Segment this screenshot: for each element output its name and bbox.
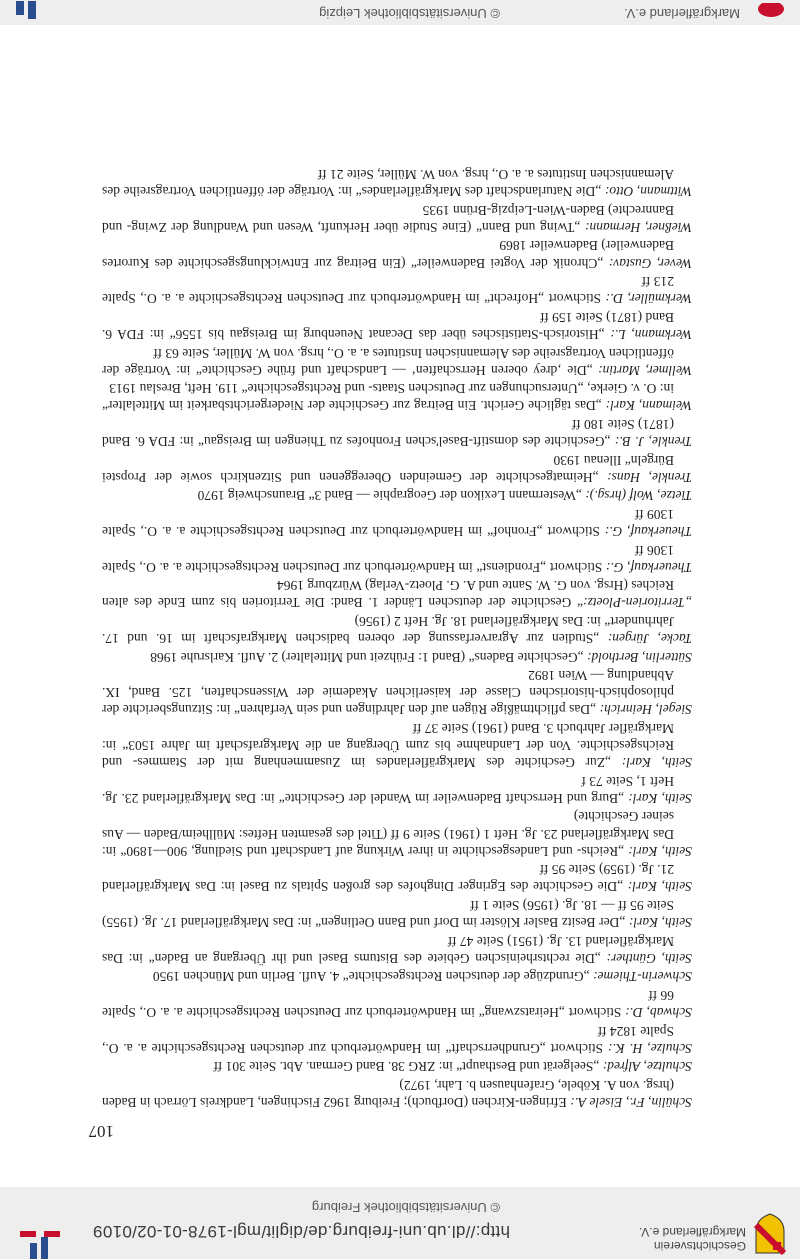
bibliography-entry <box>102 380 692 414</box>
entry-text: Efringen-Kirchen (Dorfbuch); Freiburg 1962 Fischingen, Landkreis Lörrach in Baden (hrsg. von A. Köbele, Grafenhausen b. Lahr, 1972) <box>102 1077 674 1110</box>
viewer-header <box>0 1187 800 1259</box>
entry-author: Weimann, Karl: <box>605 398 692 414</box>
entry-text: „Chronik der Vogtei Badenweiler“ (Ein Beitrag zur Entwicklungsgeschichte des Kurortes Badenweiler) Badenweiler 1869 <box>102 238 674 271</box>
entry-author: Seith, Karl: <box>628 790 692 806</box>
entry-text: „Die rechtsrheinischen Gebiete des Bistums Basel und ihr Übergang an Baden“ in: Das Markgräflerland 13. Jg. (1951) Seite 47 ff <box>102 933 674 966</box>
entry-author: Seith, Karl: <box>628 843 692 859</box>
coat-of-arms-icon <box>756 3 786 23</box>
bibliography-list <box>102 166 692 1111</box>
entry-author: Theuerkauf, G.: <box>605 559 692 575</box>
bibliography-entry <box>102 1058 692 1075</box>
bibliography-entry <box>102 667 692 718</box>
entry-author: Werkmann, L.: <box>610 326 692 342</box>
entry-author: Schwerin-Thieme: <box>593 969 692 985</box>
library-logo-icon <box>10 1 40 23</box>
entry-text: Stichwort „Heiratszwang“ im Handwörterbuch zur Deutschen Rechtsgeschichte a. a. O., Spalte 66 ff <box>101 987 674 1021</box>
bibliography-entry <box>102 487 692 504</box>
entry-text: Stichwort „Frondienst“ im Handwörterbuch zur Deutschen Rechtsgeschichte a. a. O., Spalte 1306 ff <box>101 542 674 575</box>
entry-author: Sütterlin, Berthold: <box>587 649 692 665</box>
bibliography-entry <box>102 416 692 450</box>
bibliography-entry <box>102 309 692 343</box>
bibliography-entry <box>102 933 692 967</box>
entry-author: Schultze, Alfred: <box>602 1059 692 1075</box>
entry-text: „Das pflichtmäßige Rügen auf den Jahrdingen und sein Verfahren“ in: Sitzungsberichte der philosophisch-historischen Classe der kaiserlichen Akademie der Wissenschaften, 125. Band, IX. Abhandlung — Wien 1892 <box>102 668 674 718</box>
bibliography-entry <box>102 773 692 807</box>
coat-of-arms-icon <box>754 1213 786 1255</box>
entry-author: Wever, Gustav: <box>608 255 692 271</box>
entry-author: Seith, Karl: <box>621 755 692 771</box>
entry-text: „Das tägliche Gericht. Ein Beitrag zur Geschichte der Niedergerichtsbarkeit im Mittelalter“ in: O. v. Gierke, „Untersuchungen zur Deutschen Staats- und Rechtsgeschichte“ 119. Heft, Breslau 1913 <box>102 381 674 414</box>
entry-text: „Twing und Bann“ (Eine Studie über Herkunft, Wesen und Wandlung der Zwing- und Bannrechte) Baden-Wien-Leipzig-Brünn 1935 <box>102 202 674 235</box>
entry-author: Wellmer, Martin: <box>598 362 692 378</box>
entry-text: „Die ‚drey oberen Herrschaften‘ — Landschaft und frühe Geschichte“ in: Vorträge der öffentlichen Vortragsreihe des Alemannischen Institutes a. a. O., hrsg. von W. Müller, Seite 63 ff <box>102 345 674 378</box>
entry-text: „Geschichte Badens“ (Band 1: Frühzeit und Mittelalter) 2. Aufl. Karlsruhe 1968 <box>150 649 587 665</box>
bibliography-entry <box>102 273 692 307</box>
next-page-strip <box>0 0 800 25</box>
entry-text: “ Geschichte der deutschen Länder 1. Band: Die Territorien bis zum Ende des alten Reiches (Hrsg. von G. W. Sante und A. G. Ploetz-Verlag) Würzburg 1964 <box>102 578 674 611</box>
bibliography-entry <box>102 987 692 1021</box>
entry-text: Stichwort „Fronhof“ im Handwörterbuch zur Deutschen Rechtsgeschichte a. a. O., Spalte 1309 ff <box>101 506 674 539</box>
bibliography-entry <box>102 1023 692 1057</box>
bibliography-entry <box>102 720 692 771</box>
entry-author: Werkmüller, D.: <box>605 291 692 307</box>
strip-copyright: © Universitätsbibliothek Leipzig <box>319 6 500 21</box>
bibliography-entry <box>102 166 692 200</box>
bibliography-entry <box>102 897 692 931</box>
entry-text: Stichwort „Grundherrschaft“ im Handwörterbuch zur deutschen Rechtsgeschichte a. a. O., Spalte 1824 ff <box>102 1023 674 1056</box>
entry-author: Wießner, Hermann: <box>585 219 692 235</box>
entry-author: Schwab, D.: <box>625 1005 692 1021</box>
bibliography-entry <box>102 1077 692 1111</box>
bibliography-entry <box>102 542 692 576</box>
entry-text: „Zur Geschichte des Markgräflerlandes im Zusammenhang mit der Stammes- und Reichsgeschichte. Von der Landnahme bis zum Übergang an die Markgrafschaft im Jahre 1503“ in: Markgräfler Jahrbuch 3. Band (1961) Seite 37 ff <box>101 721 674 771</box>
bibliography-entry <box>102 202 692 236</box>
entry-text: „Westermann Lexikon der Geographie — Band 3“ Braunschweig 1970 <box>197 488 586 504</box>
entry-author: „Territorien-Ploetz: <box>582 595 692 611</box>
entry-author: Schulze, H. K.: <box>607 1040 692 1056</box>
bibliography-entry <box>102 861 692 895</box>
entry-text: „Burg und Herrschaft Badenweiler im Wandel der Geschichte“ in: Das Markgräflerland 23. Jg. Heft 1, Seite 73 f <box>102 773 674 806</box>
bibliography-entry <box>102 808 692 859</box>
entry-author: Theuerkauf, G.: <box>604 524 692 539</box>
entry-text: „Heimatgeschichte der Gemeinden Obereggenen und Sitzenkirch sowie der Propstei Bürgeln“ Illenau 1930 <box>101 452 674 485</box>
entry-author: Tietze, Wolf (hrsg.): <box>585 488 692 504</box>
entry-author: Tacke, Jürgen: <box>607 631 692 647</box>
entry-text: „Die Naturlandschaft des Markgräflerlandes“ in: Vorträge der öffentlichen Vortragsreihe des Alemannischen Institutes a. a. O., hrsg. von W. Müller, Seite 21 ff <box>102 167 674 200</box>
entry-text: Stichwort „Hofrecht“ im Handwörterbuch zur Deutschen Rechtsgeschichte a. a. O., Spalte 213 ff <box>102 274 674 307</box>
institution-label: Geschichtsverein Markgräflerland e.V. <box>639 1225 746 1253</box>
bibliography-entry <box>102 649 692 666</box>
entry-author: Wittmann, Otto: <box>604 184 692 200</box>
strip-institution: Markgräflerland e.V. <box>624 6 740 21</box>
bibliography-entry <box>102 237 692 271</box>
entry-text: „Geschichte des domstift-Basel'schen Fronhofes zu Thiengen im Breisgau“ in: FDA 6. Band (1871) Seite 180 ff <box>102 416 674 450</box>
entry-author: Siegel, Heinrich: <box>599 702 692 718</box>
entry-author: Trenkle, J. B.: <box>614 434 692 450</box>
entry-author: Schülin, Fr., Eisele A.: <box>570 1095 692 1110</box>
entry-author: Seith, Karl: <box>628 915 692 931</box>
entry-text: „Studien zur Agrarverfassung der oberen badischen Markgrafschaft im 16. und 17. Jahrhundert“ in: Das Markgräflerland 18. Jg. Heft 2 (1956) <box>101 613 674 647</box>
entry-text: „Historisch-Statistisches über das Decanat Neuenburg im Breisgau bis 1556“ in: FDA 6. Band (1871) Seite 159 ff <box>102 309 674 342</box>
bibliography-entry <box>102 344 692 378</box>
bibliography-entry <box>102 613 692 647</box>
permalink-url[interactable]: http://dl.ub.uni-freiburg.de/diglit/mgl-1978-01-02/0109 <box>92 1222 510 1241</box>
entry-text: „Grundzüge der deutschen Rechtsgeschichte“ 4. Aufl. Berlin und München 1950 <box>152 969 594 985</box>
entry-author: Trenkle, Hans: <box>607 469 692 485</box>
entry-author: Seith, Günther: <box>606 950 692 966</box>
page-number: 107 <box>88 1122 114 1141</box>
bibliography-entry <box>102 968 692 985</box>
library-logo-icon <box>10 1229 70 1259</box>
entry-text: „Seelgerät und Besthaupt“ in: ZRG 38. Band German. Abt. Seite 301 ff <box>213 1059 603 1075</box>
copyright-note: © Universitätsbibliothek Freiburg <box>311 1200 500 1215</box>
entry-text: „Die Geschichte des Egringer Dinghofes des großen Spitals zu Basel in: Das Markgräflerland 21. Jg. (1959) Seite 95 ff <box>102 862 674 895</box>
entry-text: „Der Besitz Basler Klöster im Dorf und Bann Oetlingen“ in: Das Markgräflerland 17. Jg. (1955) Seite 95 ff — 18. Jg. (1956) Seite 1 ff <box>102 897 674 931</box>
bibliography-entry <box>102 506 692 540</box>
entry-text: „Reichs- und Landesgeschichte in ihrer Wirkung auf Landschaft und Siedlung, 900—1890“ in: Das Markgräflerland 23. Jg. Heft 1 (1961) Seite 9 ff (Titel des gesamten Heftes: Müllheim/Baden — Aus seiner Geschichte) <box>102 809 674 859</box>
bibliography-entry <box>102 452 692 486</box>
bibliography-entry <box>102 577 692 611</box>
entry-author: Seith, Karl: <box>627 879 692 895</box>
